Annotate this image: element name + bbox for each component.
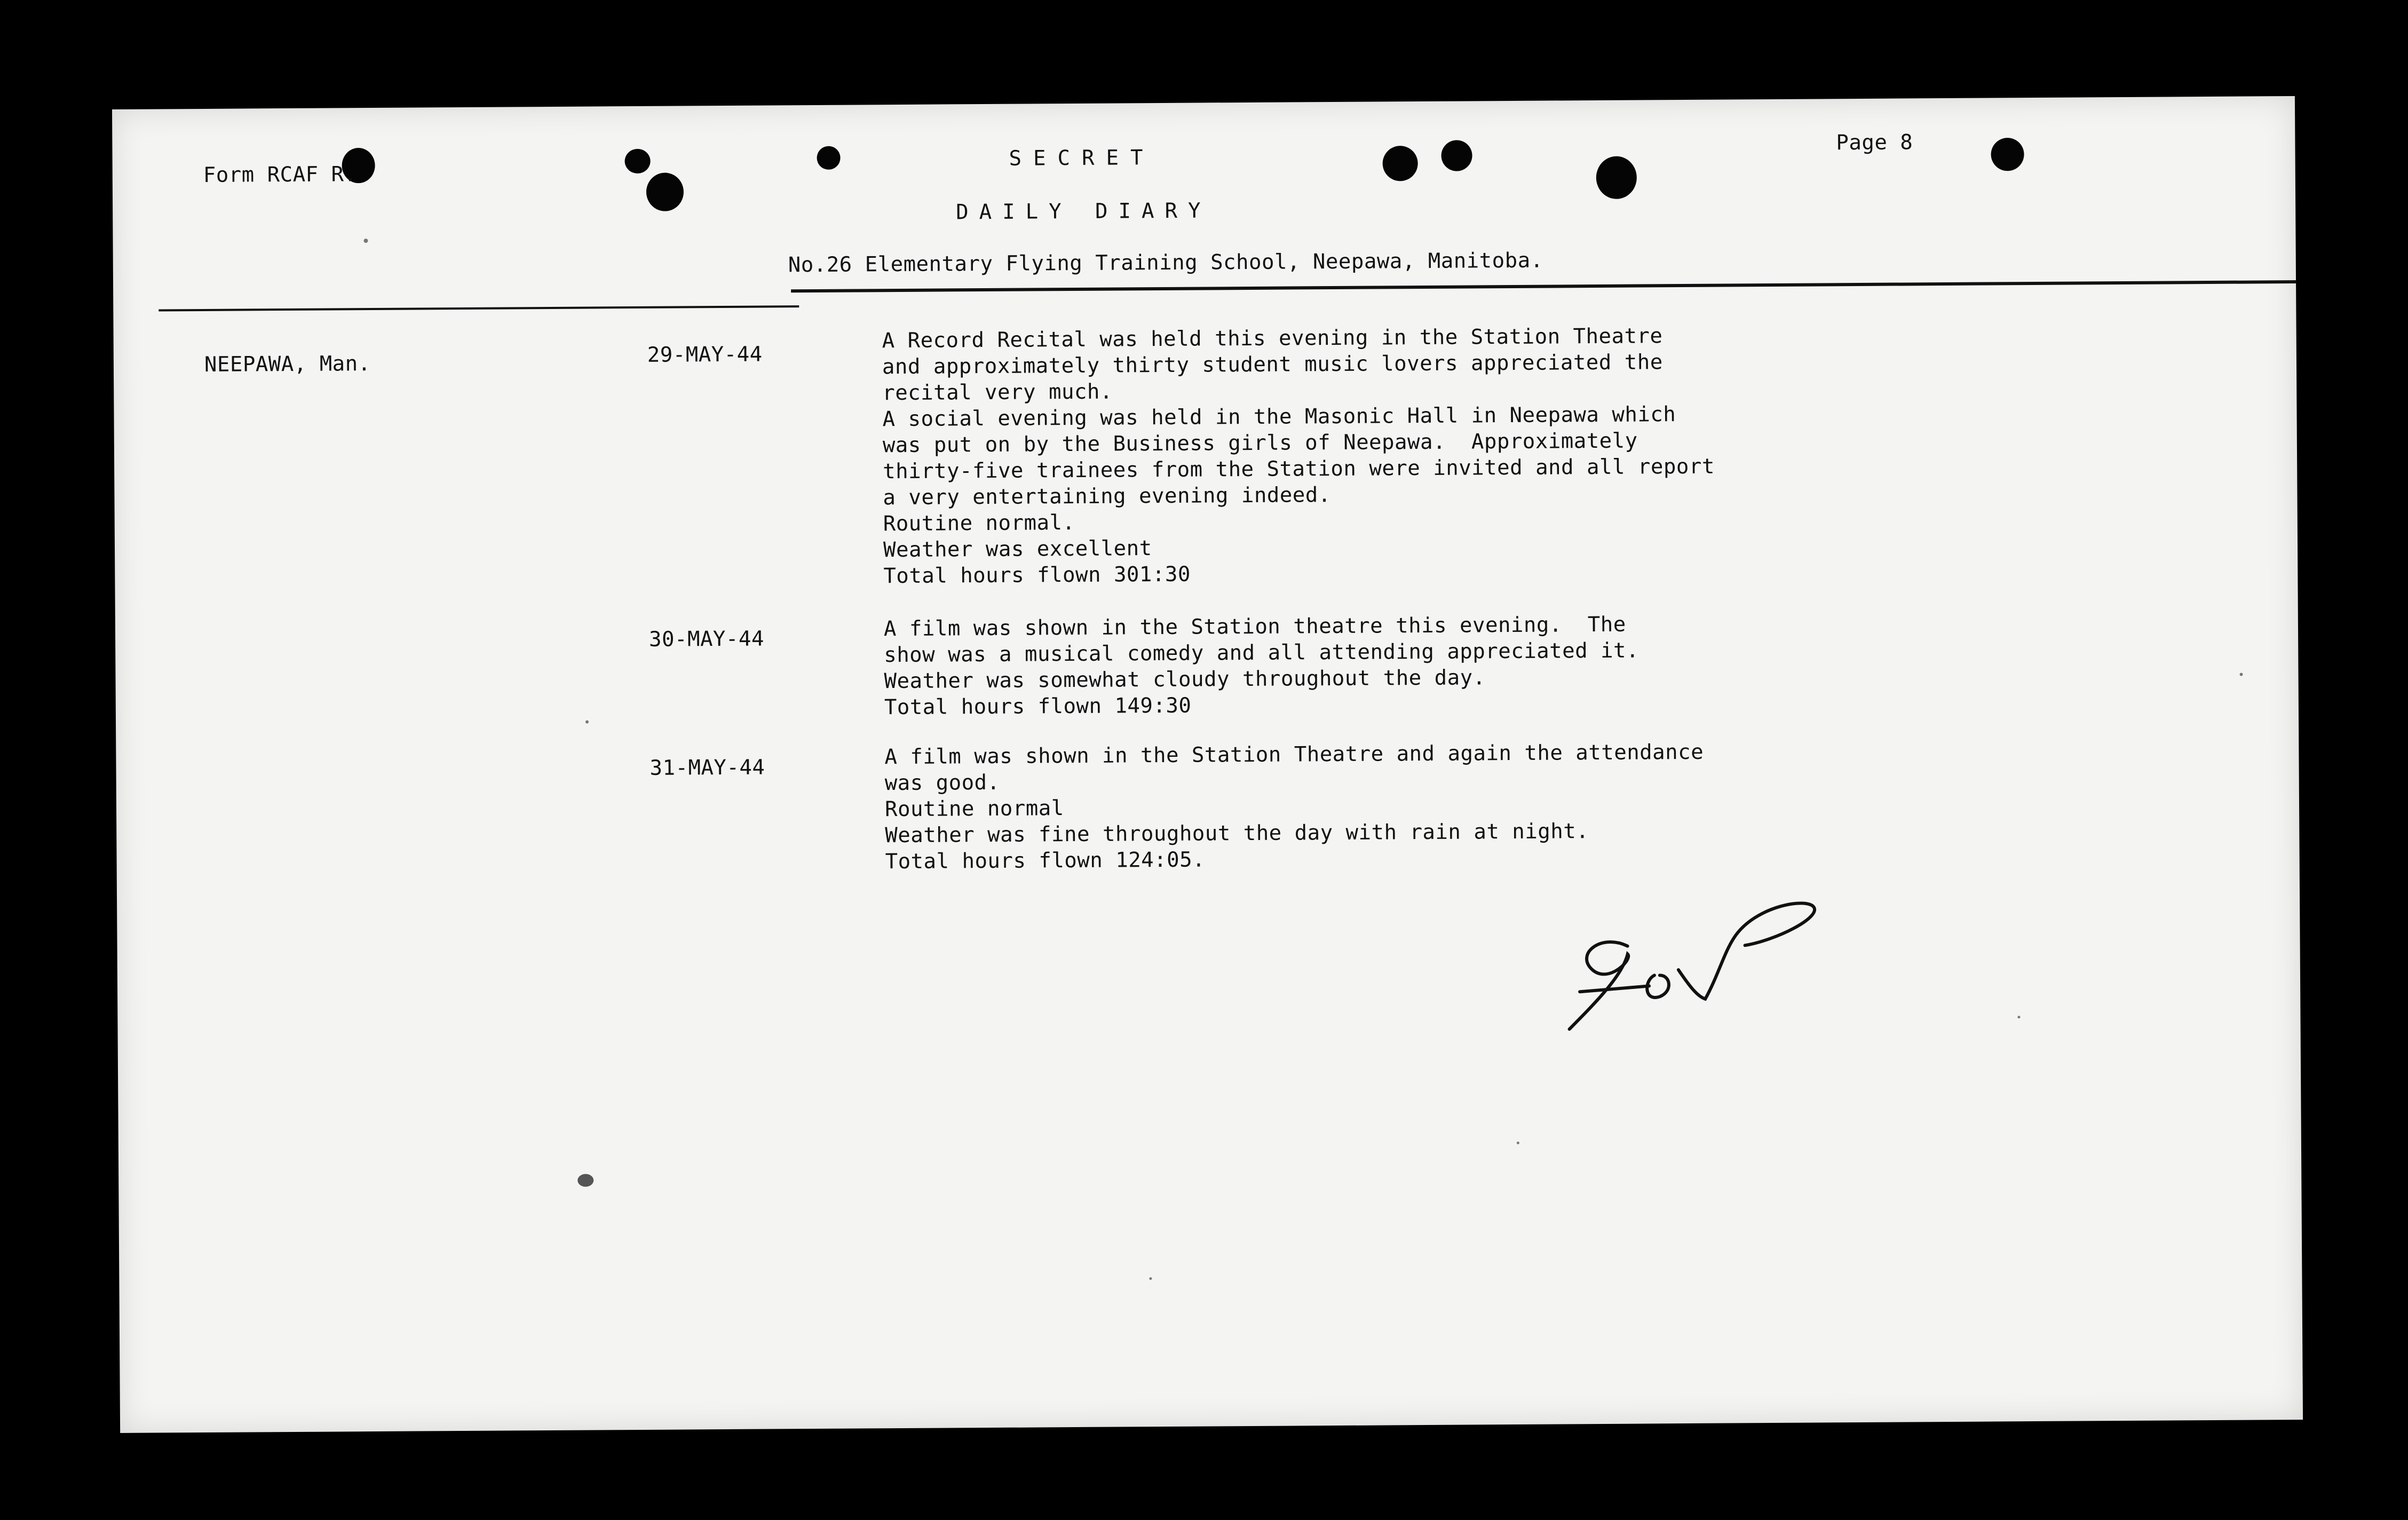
punch-hole bbox=[1441, 140, 1472, 171]
punch-hole bbox=[1596, 156, 1637, 199]
entry-line: Routine normal. bbox=[883, 510, 1075, 536]
scan-speck bbox=[1517, 1142, 1519, 1144]
entry-line: A film was shown in the Station theatre this evening. The bbox=[883, 612, 1626, 642]
entry-line: A Record Recital was held this evening in the Station Theatre bbox=[882, 324, 1663, 353]
entry-line: a very entertaining evening indeed. bbox=[883, 483, 1331, 510]
entry-line: thirty-five trainees from the Station were invited and all report bbox=[883, 454, 1715, 484]
entry-line: Weather was fine throughout the day with rain at night. bbox=[885, 819, 1589, 848]
entry-line: Total hours flown 149:30 bbox=[884, 693, 1192, 720]
scan-speck bbox=[2017, 1016, 2020, 1018]
entry-line: Routine normal bbox=[884, 796, 1064, 822]
entry-line: Weather was excellent bbox=[883, 536, 1152, 563]
entry-line: Total hours flown 301:30 bbox=[883, 562, 1191, 589]
header-rule-left bbox=[159, 305, 799, 311]
scan-speck bbox=[585, 721, 589, 724]
handwritten-signature bbox=[1563, 894, 1863, 1056]
scan-speck bbox=[363, 239, 368, 243]
scan-speck bbox=[577, 1174, 593, 1187]
entry-line: was good. bbox=[884, 770, 1000, 796]
punch-hole bbox=[1991, 138, 2024, 171]
entry-date: 29-MAY-44 bbox=[647, 342, 763, 367]
scan-speck bbox=[1149, 1277, 1152, 1280]
unit-name: No.26 Elementary Flying Training School, Neepawa, Manitoba. bbox=[788, 248, 1543, 278]
page-number: Page 8 bbox=[1836, 130, 1913, 155]
form-number: Form RCAF R. bbox=[203, 162, 357, 187]
header-rule bbox=[791, 280, 2303, 292]
entry-date: 30-MAY-44 bbox=[648, 627, 765, 652]
entry-line: Weather was somewhat cloudy throughout the day. bbox=[884, 666, 1486, 694]
punch-hole bbox=[646, 172, 684, 211]
entry-line: Total hours flown 124:05. bbox=[885, 848, 1206, 874]
location: NEEPAWA, Man. bbox=[204, 352, 371, 377]
entry-line: A film was shown in the Station Theatre and again the attendance bbox=[884, 740, 1704, 770]
entry-date: 31-MAY-44 bbox=[649, 755, 765, 780]
diary-page bbox=[112, 96, 2303, 1433]
punch-hole bbox=[817, 146, 840, 170]
entry-line: A social evening was held in the Masonic Hall in Neepawa which bbox=[882, 402, 1676, 432]
document-title: DAILY DIARY bbox=[956, 199, 1211, 225]
scan-speck bbox=[2240, 673, 2243, 676]
entry-line: recital very much. bbox=[882, 379, 1113, 406]
punch-hole bbox=[624, 149, 650, 173]
classification: SECRET bbox=[1009, 146, 1155, 171]
entry-line: and approximately thirty student music lovers appreciated the bbox=[882, 350, 1663, 379]
entry-line: was put on by the Business girls of Neepawa. Approximately bbox=[882, 429, 1638, 458]
punch-hole bbox=[1382, 146, 1417, 181]
entry-line: show was a musical comedy and all attending appreciated it. bbox=[884, 638, 1639, 668]
